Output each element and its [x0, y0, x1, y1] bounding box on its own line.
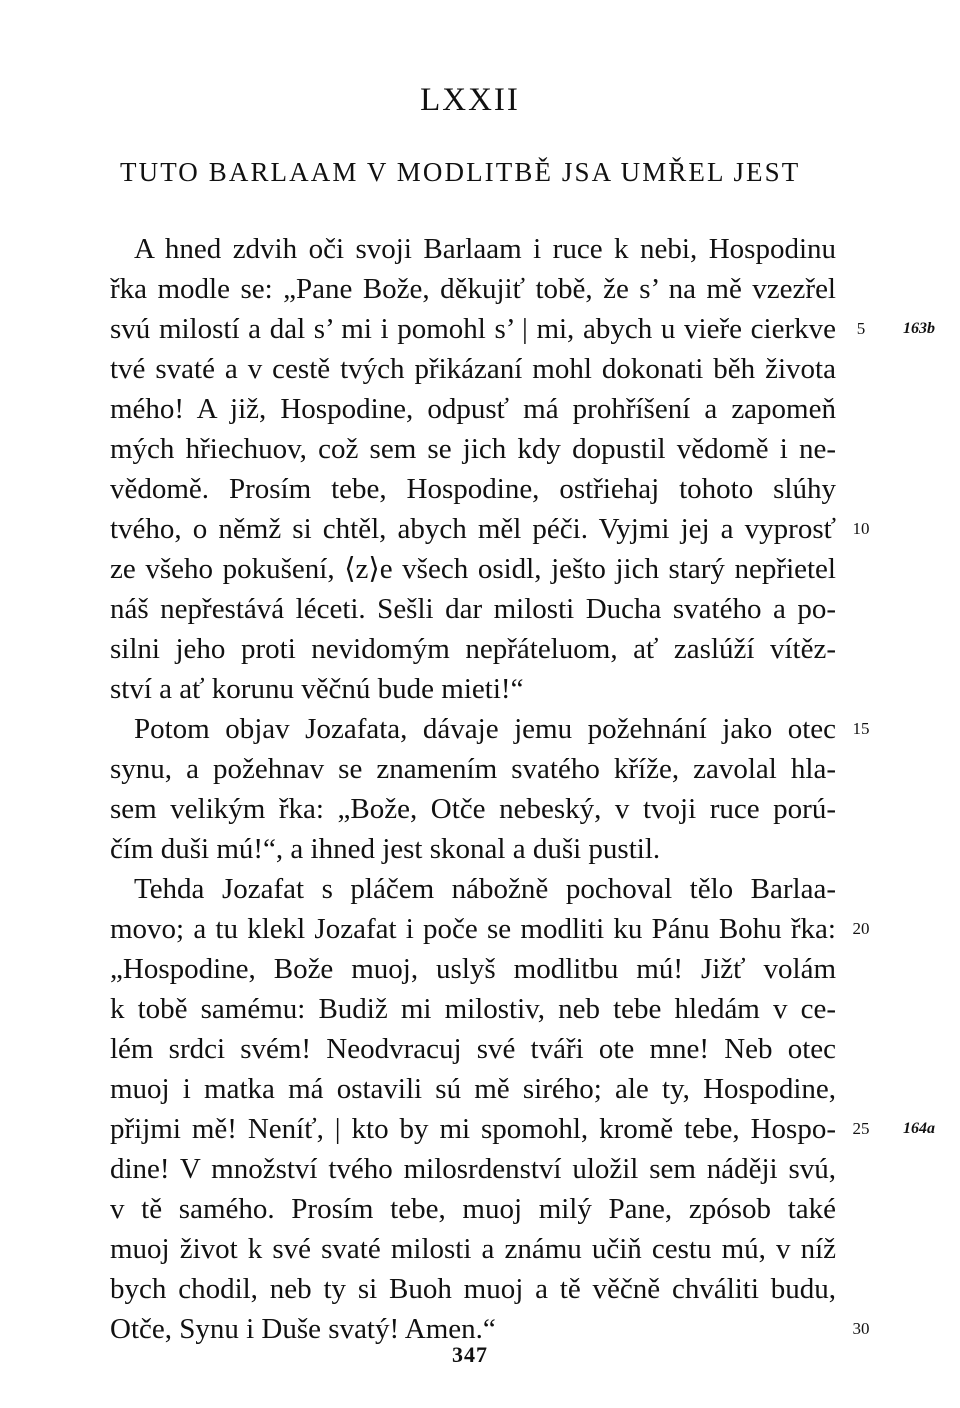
chapter-number: LXXII: [420, 82, 520, 118]
text-line: Potom objav Jozafata, dávaje jemu požehnání jako otec: [134, 713, 836, 745]
text-line: synu, a požehnav se znamením svatého kříže, zavolal hla-: [110, 753, 836, 785]
text-line: náš nepřestává léceti. Sešli dar milosti Ducha svatého a po-: [110, 593, 836, 625]
text-line: A hned zdvih oči svoji Barlaam i ruce k nebi, Hospodinu: [134, 233, 836, 265]
text-line: ze všeho pokušení, ⟨z⟩e všech osidl, ješto jich starý nepřietel: [110, 553, 836, 585]
text-line: tvého, o němž si chtěl, abych měl péči. Vyjmi jej a vyprosť: [110, 513, 836, 545]
text-line: movo; a tu klekl Jozafat i poče se modliti ku Pánu Bohu řka:: [110, 913, 836, 945]
line-number: 15: [852, 719, 870, 738]
line-number: 5: [856, 319, 866, 338]
folio-marker: 163b: [903, 320, 935, 337]
text-line: k tobě samému: Budiž mi milostiv, neb tebe hledám v ce-: [110, 993, 836, 1025]
text-line: silni jeho proti nevidomým nepřáteluom, ať zaslúží vítěz-: [110, 633, 836, 665]
folio-marker: 164a: [903, 1120, 935, 1137]
text-line: přijmi mě! Neníť, | kto by mi spomohl, kromě tebe, Hospo-: [110, 1113, 836, 1145]
line-number: 25: [852, 1119, 870, 1138]
text-line: mého! A již, Hospodine, odpusť má prohříšení a zapomeň: [110, 393, 836, 425]
text-line: vědomě. Prosím tebe, Hospodine, ostřiehaj tohoto slúhy: [110, 473, 836, 505]
text-line: Otče, Synu i Duše svatý! Amen.“: [110, 1313, 496, 1345]
text-line: sem velikým řka: „Bože, Otče nebeský, v tvoji ruce porú-: [110, 793, 836, 825]
text-line: čím duši mú!“, a ihned jest skonal a duši pustil.: [110, 833, 661, 865]
text-line: mých hřiechuov, což sem se jich kdy dopustil vědomě i ne-: [110, 433, 836, 465]
text-line: ství a ať korunu věčnú bude mieti!“: [110, 673, 524, 705]
text-line: muoj život k své svaté milosti a známu učiň cestu mú, v níž: [110, 1233, 836, 1265]
text-line: dine! V množství tvého milosrdenství uložil sem náději svú,: [110, 1153, 836, 1185]
text-line: Tehda Jozafat s pláčem nábožně pochoval tělo Barlaa-: [134, 873, 836, 905]
text-line: tvé svaté a v cestě tvých přikázaní mohl dokonati běh života: [110, 353, 836, 385]
page-number: 347: [452, 1342, 488, 1367]
text-line: svú milostí a dal s’ mi i pomohl s’ | mi, abych u vieře cierkve: [110, 313, 836, 345]
text-line: lém srdci svém! Neodvracuj své tváři ote mne! Neb otec: [110, 1033, 836, 1065]
text-line: muoj i matka má ostavili sú mě sirého; ale ty, Hospodine,: [110, 1073, 836, 1105]
text-line: bych chodil, neb ty si Buoh muoj a tě věčně chváliti budu,: [110, 1273, 836, 1305]
line-number: 10: [852, 519, 870, 538]
text-line: řka modle se: „Pane Bože, děkujiť tobě, že s’ na mě vzezřel: [110, 273, 836, 305]
text-line: v tě samého. Prosím tebe, muoj milý Pane, zpósob také: [110, 1193, 836, 1225]
line-number: 20: [852, 919, 870, 938]
text-line: „Hospodine, Bože muoj, uslyš modlitbu mú! Jižť volám: [110, 953, 836, 985]
line-number: 30: [852, 1319, 870, 1338]
chapter-title: TUTO BARLAAM V MODLITBĚ JSA UMŘEL JEST: [120, 157, 801, 187]
